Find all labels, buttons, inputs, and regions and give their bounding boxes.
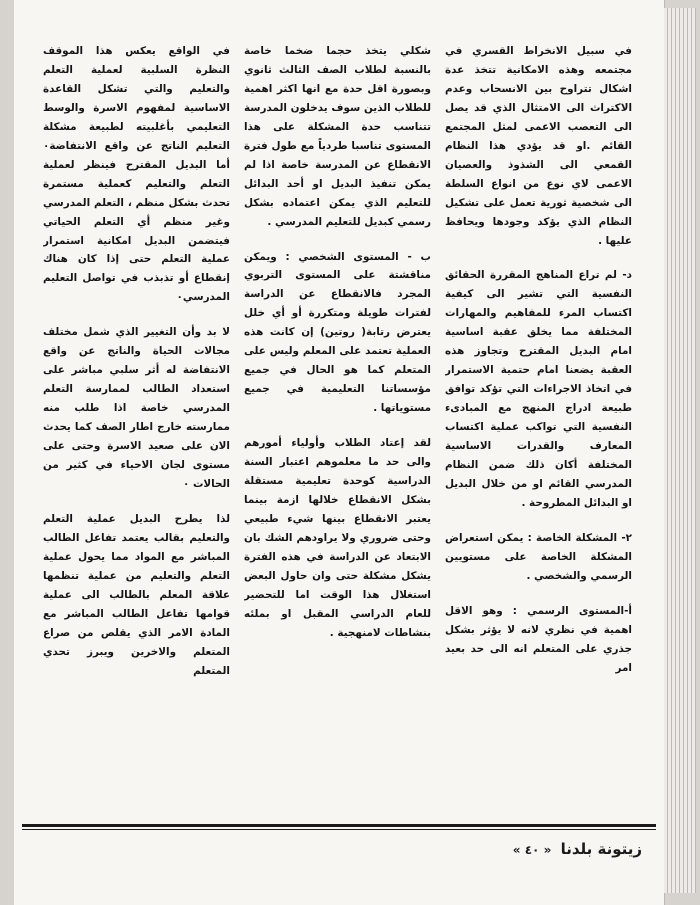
paragraph: د- لم تراع المناهج المقررة الحقائق النفسية التي تشير الى كيفية اكتساب المرء للمفاهيم والمهارات المختلفة مما يخلق عقبة اساسية امام البديل المقترح وتجاوز هذه العقبة يضعنا امام حتمية الاستمرار في اتخاذ الاجراءات التي تؤكد توافق طبيعة ادراج المنهج مع المبادىء النفسية التي تواكب عملية اكتساب المعارف والقدرات الاساسية المختلفة أكان ذلك ضمن النظام المدرسي القائم او من خلال البديل او البدائل المطروحة . xyxy=(445,269,632,509)
article-column-3 xyxy=(43,42,230,780)
paragraph: ب - المستوى الشخصي : ويمكن مناقشتة على المستوى التربوي المجرد فالانقطاع عن الدراسة لفترات طويلة ومتكررة أو أي خلل يعترض رتابة( روتين) إن كانت هذه العملية تعتمد على المعلم وليس على المتعلم كما هو الحال في جميع مؤسساتنا التعليمية في جميع مستوياتها . xyxy=(244,250,431,415)
paragraph: لا بد وأن التغيير الذي شمل مختلف مجالات الحياة والناتج عن واقع الانتفاضة له أثر سلبي مباشر على استعداد الطالب لممارسة التعلم المدرسي خاصة اذا طلب منه ممارسته خارج اطار الصف كما يحدث الان على صعيد الاسرة وحتى على مستوى لجان الاحياء في كثير من الحالات ٠ xyxy=(43,326,230,490)
article-columns xyxy=(42,42,632,780)
paragraph: ٢- المشكلة الخاصة : يمكن استعراض المشكلة الخاصة على مستويين الرسمي والشخصي . xyxy=(445,531,632,582)
page-number: « ٤٠ » xyxy=(512,843,552,857)
paragraph: في الواقع يعكس هذا الموقف النظرة السلبية لعملية التعلم والتعليم والتي تشكل القاعدة الاساسية لمفهوم الاسرة والوسط التعليمي بأغلبيته لطبيعة مشكلة التعليم الناتج عن واقع الانتفاضة٠ أما البديل المقترح فينظر لعملية التعلم والتعليم كعملية مستمرة تحدث بشكل منظم ، التعلم المدرسي وغير منظم أي التعلم الحياتي فيتضمن البديل امكانية استمرار عملية التعلم حتى إذا كان هناك إنقطاع أو تذبذب في تواصل التعليم المدرسي٠ xyxy=(43,45,230,304)
paragraph: لقد إعتاد الطلاب وأولياء أمورهم والى حد ما معلموهم اعتبار السنة الدراسية كوحدة تعليمية مستقلة بشكل الانقطاع خلالها ازمة بينما يعتبر الانقطاع بينها شيء طبيعي وحتى ضروري ولا يراودهم الشك بان الابتعاد عن الدراسة في هذه الفترة يشكل مشكلة حتى وان حاول البعض استغلال هذا الوقت اما للتحضير للعام الدراسي المقبل او بملئه بنشاطات لامنهجية . xyxy=(244,437,431,639)
magazine-name: زيتونة بلدنا xyxy=(560,840,642,858)
page-footer xyxy=(513,840,642,858)
paragraph: لذا يطرح البديل عملية التعلم والتعليم بقالب يعتمد تفاعل الطالب المباشر مع المواد مما يحول عملية التعلم والتعليم من عملية تنظمها علاقة المعلم بالطالب الى عملية قوامها تفاعل الطالب المباشر مع المادة الامر الذي يقلص من صراع المتعلم والاخرين ويبرز تحدي المتعلم xyxy=(43,512,230,677)
footer-rule-thin xyxy=(22,829,656,830)
paragraph: شكلي يتخذ حجما ضخما خاصة بالنسبة لطلاب الصف الثالث ثانوي وبصورة اقل حدة مع انها اكثر اهمية للطلاب الذين سوف يدخلون المدرسة تتناسب حدة المشكلة على هذا المستوى تناسبا طردياً مع طول فترة الانقطاع عن المدرسة خاصة اذا لم يمكن تنفيذ البديل او أحد البدائل للتعليم الذي يمكن اعتماده بشكل رسمي كبديل للتعليم المدرسي . xyxy=(244,45,431,228)
page-stack-edge xyxy=(692,8,696,893)
paragraph: في سبيل الانخراط القسري في مجتمعه وهذه الامكانية تتخذ عدة اشكال تتراوح بين الانسحاب وعدم الاكتراث الى الامتثال الذي قد يصل الى التعصب الاعمى لمثل المجتمع القائم .او قد يؤدي هذا النظام القمعي الى الشذوذ والعصيان الاعمى لاي نوع من انواع السلطة الى شخصية ثورية تعمل على تشكيل النظام الذي يؤكد وجودها ويحافظ عليها . xyxy=(445,45,632,247)
footer-rule xyxy=(22,824,656,827)
paragraph: أ-المستوى الرسمي : وهو الاقل اهمية في نظري لانه لا يؤثر بشكل جذري على المتعلم انه الى حد بعيد امر xyxy=(445,604,632,674)
magazine-page xyxy=(14,0,664,905)
article-column-2 xyxy=(244,42,431,780)
article-column-1 xyxy=(445,42,632,780)
